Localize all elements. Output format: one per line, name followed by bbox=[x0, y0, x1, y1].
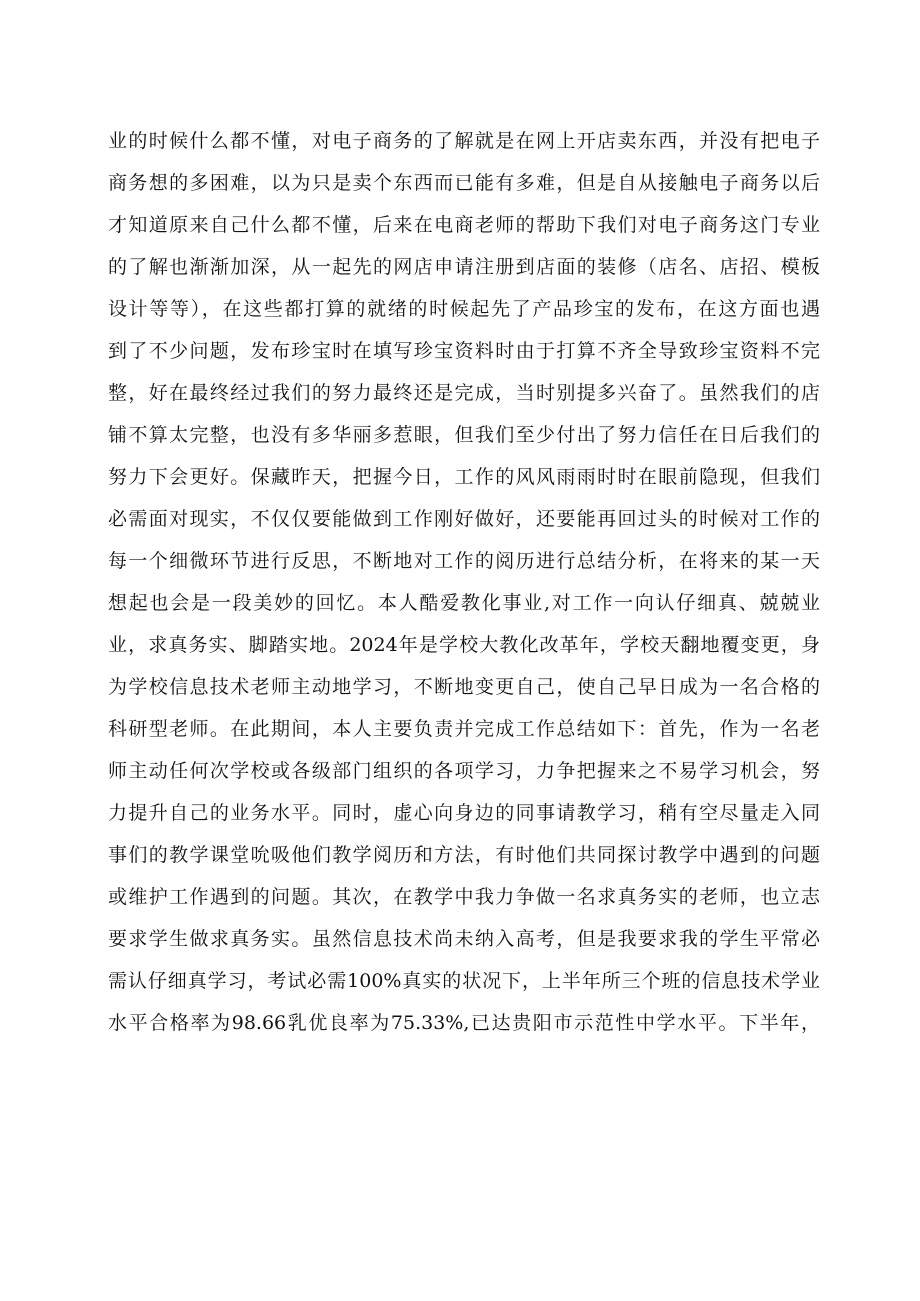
text-line: 每一个细微环节进行反思，不断地对工作的阅历进行总结分析，在将来的某一天 bbox=[108, 550, 820, 572]
text-line: 要求学生做求真务实。虽然信息技术尚未纳入高考，但是我要求我的学生平常必 bbox=[108, 928, 820, 950]
text-line: 的了解也渐渐加深，从一起先的网店申请注册到店面的装修（店名、店招、模板 bbox=[108, 256, 820, 278]
text-line: 才知道原来自己什么都不懂，后来在电商老师的帮助下我们对电子商务这门专业 bbox=[108, 214, 820, 236]
text-line: 整，好在最终经过我们的努力最终还是完成，当时别提多兴奋了。虽然我们的店 bbox=[108, 382, 820, 404]
text-line: 水平合格率为98.66乳优良率为75.33%,已达贵阳市示范性中学水平。下半年， bbox=[108, 1012, 820, 1034]
text-line: 需认仔细真学习，考试必需100%真实的状况下，上半年所三个班的信息技术学业 bbox=[108, 970, 820, 992]
text-line: 设计等等），在这些都打算的就绪的时候起先了产品珍宝的发布，在这方面也遇 bbox=[108, 298, 820, 320]
text-line: 事们的教学课堂吮吸他们教学阅历和方法，有时他们共同探讨教学中遇到的问题 bbox=[108, 844, 820, 866]
text-line: 师主动任何次学校或各级部门组织的各项学习，力争把握来之不易学习机会，努 bbox=[108, 760, 820, 782]
text-line: 铺不算太完整，也没有多华丽多惹眼，但我们至少付出了努力信任在日后我们的 bbox=[108, 424, 820, 446]
text-line: 力提升自己的业务水平。同时，虚心向身边的同事请教学习，稍有空尽量走入同 bbox=[108, 802, 820, 824]
text-line: 业的时候什么都不懂，对电子商务的了解就是在网上开店卖东西，并没有把电子 bbox=[108, 130, 820, 152]
text-line: 科研型老师。在此期间，本人主要负责并完成工作总结如下：首先，作为一名老 bbox=[108, 718, 820, 740]
text-line: 为学校信息技术老师主动地学习，不断地变更自己，使自己早日成为一名合格的 bbox=[108, 676, 820, 698]
text-line: 到了不少问题，发布珍宝时在填写珍宝资料时由于打算不齐全导致珍宝资料不完 bbox=[108, 340, 820, 362]
text-line: 商务想的多困难，以为只是卖个东西而已能有多难，但是自从接触电子商务以后 bbox=[108, 172, 820, 194]
text-line: 努力下会更好。保藏昨天，把握今日，工作的风风雨雨时时在眼前隐现，但我们 bbox=[108, 466, 820, 488]
text-line: 必需面对现实，不仅仅要能做到工作刚好做好，还要能再回过头的时候对工作的 bbox=[108, 508, 820, 530]
body-text bbox=[108, 120, 820, 1044]
text-line: 业，求真务实、脚踏实地。2024年是学校大教化改革年，学校天翻地覆变更，身 bbox=[108, 634, 820, 656]
text-line: 想起也会是一段美妙的回忆。本人酷爱教化事业,对工作一向认仔细真、兢兢业 bbox=[108, 592, 820, 614]
text-line: 或维护工作遇到的问题。其次，在教学中我力争做一名求真务实的老师，也立志 bbox=[108, 886, 820, 908]
